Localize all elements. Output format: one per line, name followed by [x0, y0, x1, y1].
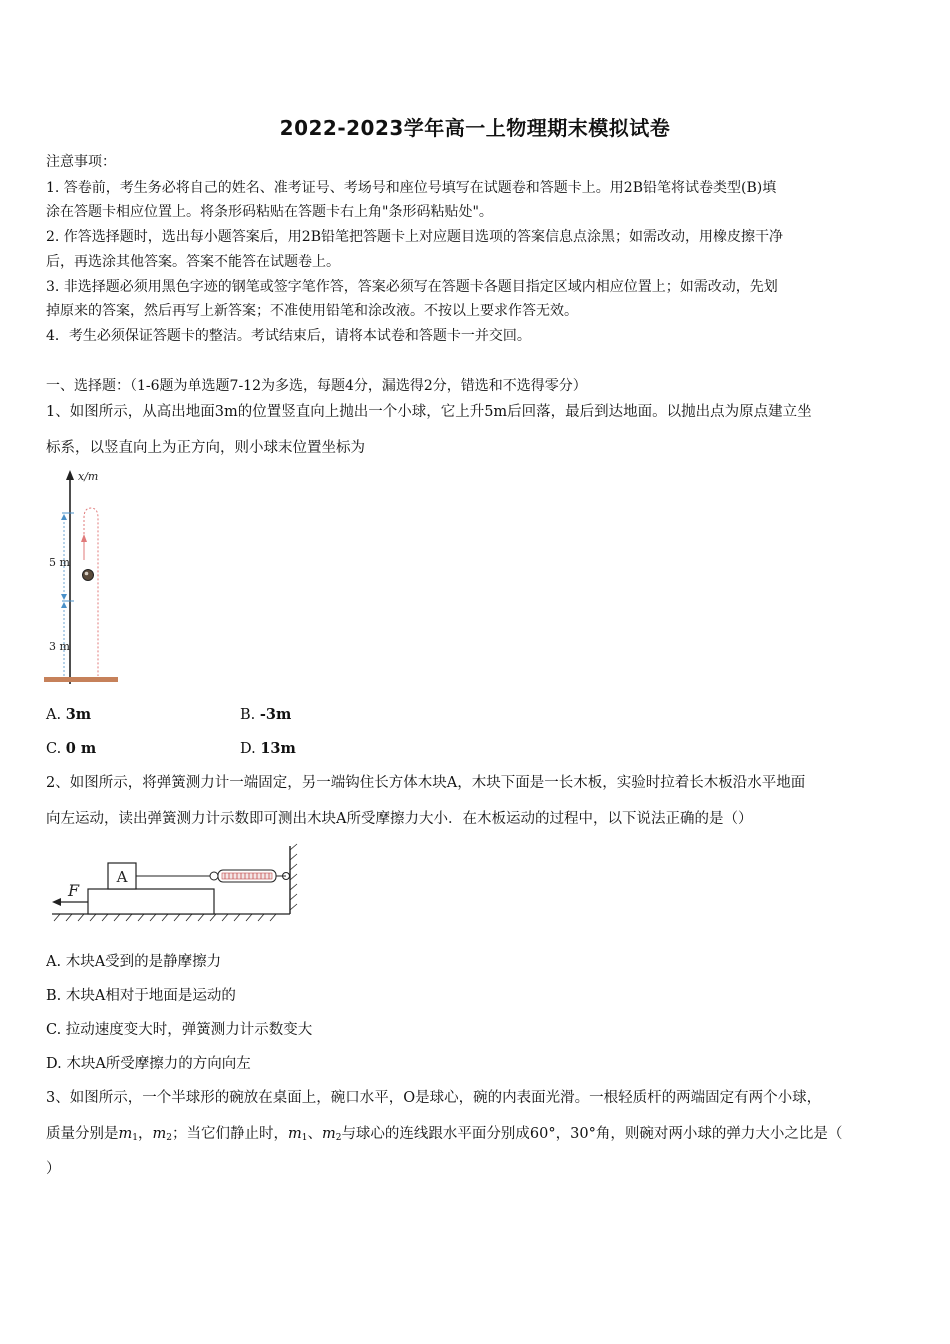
section-heading: 一、选择题：（1-6题为单选题7-12为多选，每题4分，漏选得2分，错选和不选得零分）: [46, 378, 587, 394]
q3-text-b: ；当它们静止时，: [171, 1126, 288, 1142]
option-d-value: 13m: [260, 740, 296, 757]
option-a-value: 3m: [65, 706, 92, 723]
ground-hatch: [54, 914, 276, 921]
dim-arrow-icon: [61, 594, 67, 600]
dim-arrow-icon: [61, 602, 67, 608]
m2-symbol: m: [152, 1126, 167, 1142]
notice-line-3: 2. 作答选择题时，选出每小题答案后，用2B铅笔把答题卡上对应题目选项的答案信息点涂黑；如需改动，用橡皮擦干净: [46, 229, 783, 245]
ground: [44, 677, 118, 682]
m1-symbol: m: [287, 1126, 302, 1142]
q3-separator: 、: [307, 1126, 322, 1142]
notice-line-5: 3. 非选择题必须用黑色字迹的钢笔或签字笔作答，答案必须写在答题卡各题目指定区域内相应位置上；如需改动，先划: [46, 279, 778, 295]
force-label: F: [68, 881, 80, 900]
option-b-value: -3m: [259, 706, 292, 723]
q3-separator: ，: [137, 1126, 153, 1142]
option-c-label: C.: [46, 741, 66, 757]
q2-option-d[interactable]: D. 木块A所受摩擦力的方向向左: [46, 1056, 251, 1072]
scale-window: [222, 873, 272, 879]
m2-symbol: m: [321, 1126, 336, 1142]
q1-option-b[interactable]: [240, 705, 291, 725]
ball-highlight: [85, 572, 89, 576]
q3-stem-line-3: ）: [46, 1161, 61, 1177]
q1-option-a[interactable]: [46, 705, 91, 725]
ball-icon: [83, 570, 94, 581]
option-a-label: A.: [46, 707, 66, 723]
notice-line-7: 4．考生必须保证答题卡的整洁。考试结束后，请将本试卷和答题卡一并交回。: [46, 328, 531, 344]
scale-hook-icon: [210, 872, 218, 880]
q2-figure: [50, 842, 300, 924]
m2-subscript: 2: [335, 1133, 342, 1143]
axis-label: x/m: [78, 470, 99, 483]
q3-stem-line-1: 3、如图所示，一个半球形的碗放在桌面上，碗口水平，O是球心，碗的内表面光滑。一根轻质杆的两端固定有两个小球，: [46, 1090, 822, 1106]
q1-option-d[interactable]: [240, 739, 296, 759]
upper-distance-label: 5 m: [49, 556, 70, 569]
notice-line-6: 掉原来的答案，然后再写上新答案；不准使用铅笔和涂改液。不按以上要求作答无效。: [46, 303, 578, 319]
axis-arrow-icon: [66, 470, 74, 480]
force-arrow-icon: [52, 898, 61, 906]
exam-title: 2022-2023学年高一上物理期末模拟试卷: [279, 116, 671, 140]
trajectory-path: [84, 508, 98, 676]
q2-option-c[interactable]: C. 拉动速度变大时，弹簧测力计示数变大: [46, 1022, 313, 1038]
q3-text-a: 质量分别是: [46, 1126, 119, 1142]
q1-option-c[interactable]: [46, 739, 96, 759]
lower-distance-label: 3 m: [49, 640, 70, 653]
option-c-value: 0 m: [65, 740, 97, 757]
long-board: [88, 889, 214, 914]
q1-stem-line-2: 标系，以竖直向上为正方向，则小球末位置坐标为: [46, 440, 365, 456]
notice-heading: 注意事项：: [46, 154, 116, 170]
q1-stem-line-1: 1、如图所示，从高出地面3m的位置竖直向上抛出一个小球，它上升5m后回落，最后到达地面。以抛出点为原点建立坐: [46, 404, 812, 420]
q1-figure: [44, 466, 124, 688]
notice-line-4: 后，再选涂其他答案。答案不能答在试题卷上。: [46, 254, 340, 270]
dim-arrow-icon: [61, 514, 67, 520]
m1-symbol: m: [118, 1126, 133, 1142]
q3-text-c: 与球心的连线跟水平面分别成60°，30°角，则碗对两小球的弹力大小之比是（: [341, 1126, 843, 1142]
m1-subscript: 1: [132, 1133, 138, 1143]
q2-option-a[interactable]: A. 木块A受到的是静摩擦力: [46, 954, 222, 970]
option-b-label: B.: [240, 707, 260, 723]
m1-subscript: 1: [301, 1133, 308, 1143]
option-d-label: D.: [240, 741, 261, 757]
notice-line-1: 1. 答卷前，考生务必将自己的姓名、准考证号、考场号和座位号填写在试题卷和答题卡上。用2B铅笔将试卷类型(B)填: [46, 180, 777, 196]
q2-stem-line-1: 2、如图所示，将弹簧测力计一端固定，另一端钩住长方体木块A，木块下面是一长木板，实验时拉着长木板沿水平地面: [46, 775, 806, 791]
arrow-up-icon: [81, 534, 87, 542]
m2-subscript: 2: [166, 1133, 172, 1143]
block-a-label: A: [116, 868, 128, 886]
q3-stem-line-2: [46, 1124, 908, 1148]
notice-line-2: 涂在答题卡相应位置上。将条形码粘贴在答题卡右上角"条形码粘贴处"。: [46, 204, 493, 220]
wall-hatch: [290, 844, 297, 910]
q2-option-b[interactable]: B. 木块A相对于地面是运动的: [46, 988, 236, 1004]
q2-stem-line-2: 向左运动，读出弹簧测力计示数即可测出木块A所受摩擦力大小．在木板运动的过程中，以下说法正确的是（）: [46, 811, 753, 827]
